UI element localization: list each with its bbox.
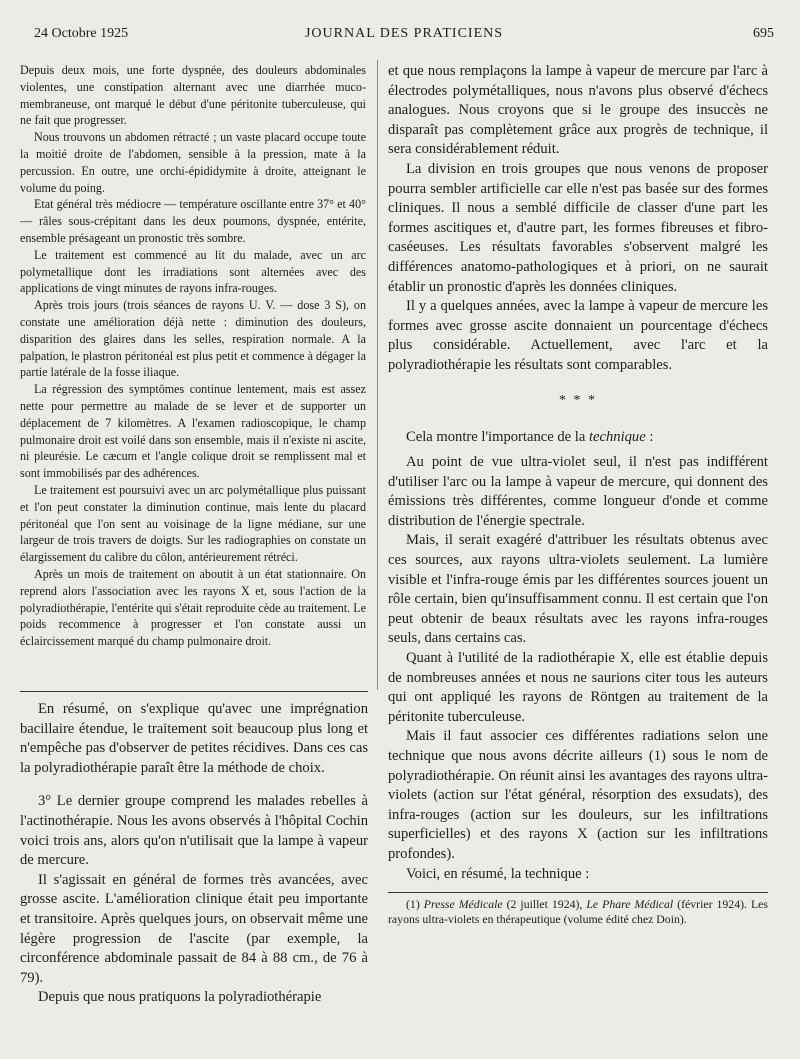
- right-column-body: [388, 62, 768, 926]
- case-report-end-rule: [20, 691, 368, 692]
- journal-title: JOURNAL DES PRATICIENS: [304, 26, 504, 41]
- footnote-rule: [388, 892, 768, 893]
- paragraph: et que nous remplaçons la lampe à vapeur de mercure par l'arc à électrodes polymétalliques, nous n'avons plus observé d'échecs analogues. Nous croyons que si le groupe des insuccès ne disparaît pas complètement grâce aux progrès de technique, il sera considérablement réduit.: [388, 63, 768, 158]
- paragraph: Voici, en résumé, la technique :: [406, 865, 590, 882]
- paragraph: Il s'agissait en général de formes très avancées, avec grosse ascite. L'amélioration clinique était peu importante et transitoire. Après quelques jours, on observait même une légère progression de l'ascite (par exemple, la circonférence abdominale passait de 84 à 88 cm., de 76 à 79).: [20, 871, 368, 986]
- paragraph: Au point de vue ultra-violet seul, il n'est pas indifférent d'utiliser l'arc ou la lampe à vapeur de mercure, qui donnent des émissions très différentes, comme longueur d'onde et comme distribution de l'énergie spectrale.: [388, 454, 768, 529]
- left-column-case-report: [20, 62, 366, 650]
- intro-emphasis: technique: [588, 428, 646, 445]
- intro-text: :: [645, 428, 654, 445]
- paragraph: Après un mois de traitement on aboutit à un état stationnaire. On reprend alors l'association avec les rayons X et, sous l'action de la polyradiothérapie, l'entérite qui s'était reproduite cède au traitement. Le poids recommence à progresser et l'on constate aussi un éclaircissement marqué du champ pulmonaire droit.: [20, 566, 366, 649]
- paragraph: Mais, il serait exagéré d'attribuer les résultats obtenus avec ces sources, aux rayons ultra-violets seulement. La lumière visible et l'infra-rouge émis par les différentes sources jouent un rôle certain, bien qu'insuffisamment connu. Il est certain que l'on peut obtenir de beaux résultats avec les rayons infra-rouges seuls, dans certains cas.: [388, 532, 768, 647]
- section-break-asterisks: * * *: [559, 392, 597, 408]
- footnote-text: (février 1924). Les rayons ultra-violets en thérapeutique (volume édité chez Doin).: [388, 897, 768, 926]
- paragraph: Il y a quelques années, avec la lampe à vapeur de mercure les formes avec grosse ascite donnaient un pourcentage d'échecs plus considérable. Actuellement, avec l'arc et la polyradiothérapie les résultats sont comparables.: [388, 298, 768, 373]
- footnote-citation: Le Phare Médical: [586, 897, 674, 912]
- paragraph: La régression des symptômes continue lentement, mais est assez nette pour permettre au malade de se lever et de supporter un déplacement de 7 kilomètres. A l'examen radioscopique, le champ pulmonaire droit est voilé dans son ensemble, mais il n'existe ni ascite, ni pleurésie. Le cæcum et l'angle colique droit se remplissent mal et sont immobilisés par des adhérences.: [20, 382, 366, 481]
- paragraph: Mais il faut associer ces différentes radiations selon une technique que nous avons décrite ailleurs (1) sous le nom de polyradiothérapie. On réunit ainsi les avantages des rayons ultra-violets (action sur l'état général, résorption des exsudats), des infra-rouges (action sur les douleurs, sur les infiltrations superficielles) et des rayons X (action sur les infiltrations profondes).: [388, 728, 768, 862]
- intro-text: Cela montre l'importance de la: [406, 428, 589, 445]
- paragraph: Depuis que nous pratiquons la polyradiothérapie: [38, 989, 322, 1006]
- paragraph: Après trois jours (trois séances de rayons U. V. — dose 3 S), on constate une amélioration déjà nette : diminution des douleurs, disparition des glaires dans les selles, respiration normale. A la palpation, le plastron péritonéal est plus petit et commence à dégager la partie latérale de la fosse iliaque.: [20, 298, 366, 380]
- footnote-text: (1): [406, 897, 424, 912]
- issue-date: 24 Octobre 1925: [34, 26, 129, 41]
- column-divider: [377, 60, 378, 690]
- section-intro: [388, 428, 768, 448]
- paragraph: En résumé, on s'explique qu'avec une imprégnation bacillaire étendue, le traitement soit beaucoup plus long et n'empêche pas d'observer de petites récidives. Dans ces cas la polyradiothérapie paraît être la méthode de choix.: [20, 701, 368, 776]
- page-header: [34, 26, 774, 46]
- page-number: 695: [753, 26, 774, 41]
- footnote-citation: Presse Médicale: [423, 897, 503, 912]
- left-column-body: [20, 700, 368, 1008]
- paragraph: Depuis deux mois, une forte dyspnée, des douleurs abdominales violentes, une constipation alternant avec une diarrhée muco-membraneuse, ont marqué le début d'une péritonite tuberculeuse, qui ne fait que progresser.: [20, 63, 366, 128]
- footnote: [388, 897, 768, 926]
- paragraph: Le traitement est commencé au lit du malade, avec un arc polymetallique dont les irradiations sont alternées avec des applications de vingt minutes de rayons infra-rouges.: [20, 247, 366, 296]
- paragraph: Etat général très médiocre — température oscillante entre 37° et 40° — râles sous-crépitant dans les deux poumons, dyspnée, entérite, ensemble présageant un pronostic très sombre.: [20, 197, 366, 245]
- paragraph: Le traitement est poursuivi avec un arc polymétallique plus puissant et l'on peut constater la diminution continue, mais lente du placard péritonéal que l'on sent au voisinage de la ligne médiane, sur une largeur de trois travers de doigts. Sur les radiographies on constate un élargissement du calibre du côlon, antérieurement rétréci.: [20, 482, 366, 565]
- paragraph: Nous trouvons un abdomen rétracté ; un vaste placard occupe toute la moitié droite de l'abdomen, sensible à la pression, mate à la percussion. En outre, une orchi-épididymite à droite, atteignant le volume du poing.: [20, 130, 366, 195]
- paragraph: Quant à l'utilité de la radiothérapie X, elle est établie depuis de nombreuses années et nous ne saurions citer tous les auteurs qui ont appliqué les rayons de Röntgen au traitement de la péritonite tuberculeuse.: [388, 650, 768, 725]
- footnote-text: (2 juillet 1924),: [502, 897, 587, 912]
- paragraph: La division en trois groupes que nous venons de proposer pourra sembler artificielle car elle n'est pas basée sur des formes cliniques. Il nous a semblé difficile de classer d'une part les formes ascitiques et, d'autre part, les formes fibreuses et fibro-caséeuses. Les résultats favorables s'observent malgré les différences anatomo-pathologiques et à priori, on ne saurait établir un pronostic d'après les données cliniques.: [388, 160, 768, 295]
- paragraph: 3° Le dernier groupe comprend les malades rebelles à l'actinothérapie. Nous les avons observés à l'hôpital Cochin voici trois ans, alors qu'on n'utilisait que la lampe à vapeur de mercure.: [20, 793, 368, 869]
